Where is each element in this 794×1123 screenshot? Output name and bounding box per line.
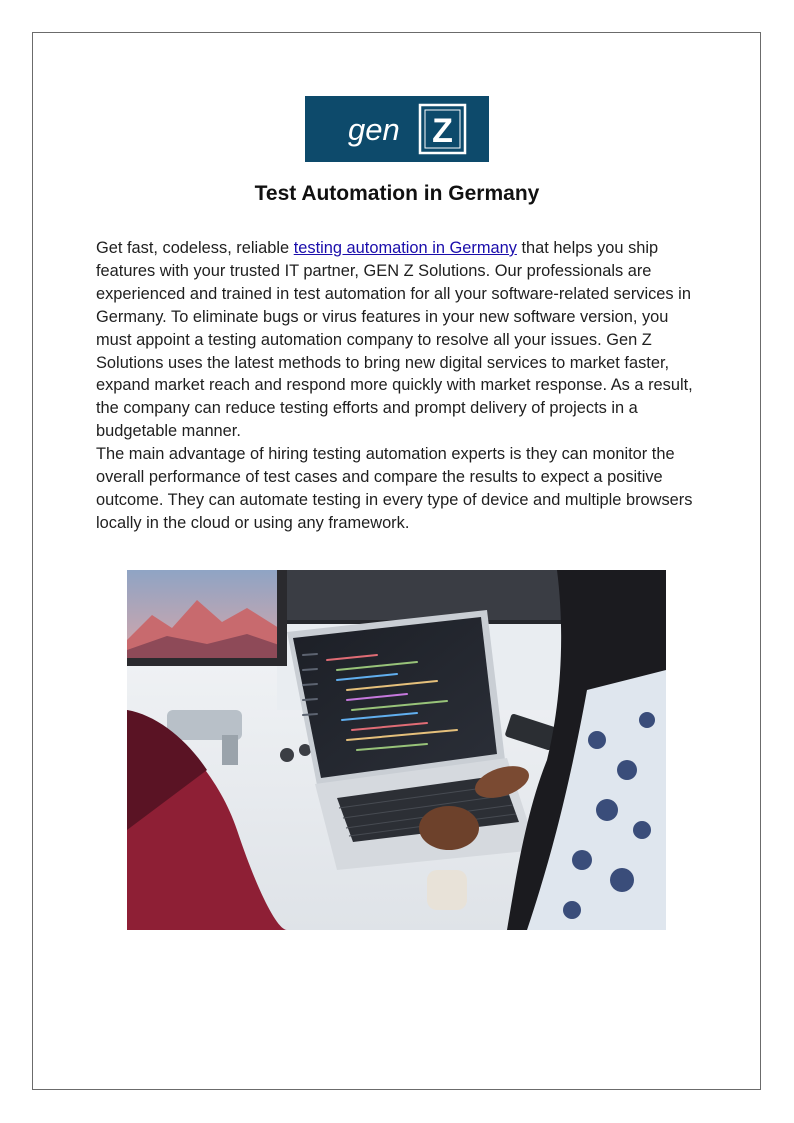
gen-z-logo <box>305 96 489 162</box>
logo-gen-text: gen <box>348 112 400 147</box>
laptop-coding-photo <box>127 570 666 930</box>
page-title: Test Automation in Germany <box>254 182 540 205</box>
testing-automation-link[interactable]: testing automation in Germany <box>293 239 517 257</box>
paragraph-2: The main advantage of hiring testing automation experts is they can monitor the overall performance of test cases and compare the results to expect a positive outcome. They can automate testing in every type of device and multiple browsers locally in the cloud or using any framework. <box>96 445 693 532</box>
monitor-left <box>127 570 287 666</box>
logo-z-mark: Z <box>432 112 453 150</box>
paragraph-1 <box>96 237 706 443</box>
paragraph-1-rest: that helps you ship features with your trusted IT partner, GEN Z Solutions. Our professionals are experienced and trained in test automation for all your software-related services in Germany. To eliminate bugs or virus features in your new software version, you must appoint a testing automation company to resolve all your issues. Gen Z Solutions uses the latest methods to bring new digital services to market faster, expand market reach and respond more quickly with market response. As a result, the company can reduce testing efforts and prompt delivery of projects in a budgetable manner. <box>96 239 693 441</box>
article-body <box>96 237 706 535</box>
gen-z-logo-graphic <box>305 96 489 162</box>
laptop-coding-illustration <box>127 570 666 930</box>
paragraph-1-lead: Get fast, codeless, reliable <box>96 239 294 257</box>
